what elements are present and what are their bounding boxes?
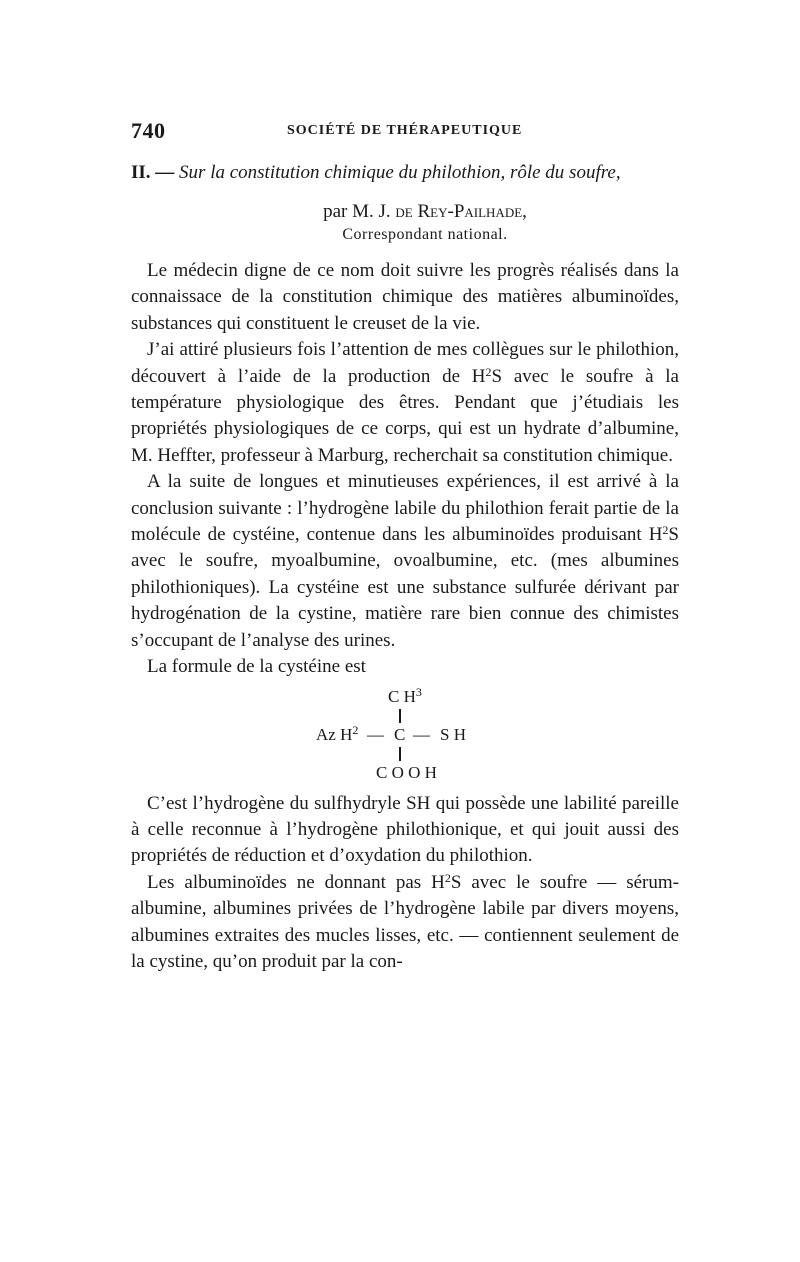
page-number: 740: [131, 118, 166, 143]
running-head: [131, 118, 679, 148]
paragraph-2-text-a: J’ai attiré plusieurs fois l’attention de mes collègues sur le philothion, découvert à l’aide de la production de H: [131, 339, 679, 387]
article-title: [131, 160, 679, 186]
subscript-2: 2: [444, 870, 451, 885]
author-affiliation: Correspondant national.: [342, 226, 508, 243]
paragraph-6-text-a: Les albuminoïdes ne donnant pas H: [147, 871, 445, 893]
cysteine-formula: [131, 681, 679, 791]
subscript-2: 2: [662, 523, 669, 538]
formula-top-group: C $H^3$: [388, 684, 422, 706]
running-title: SOCIÉTÉ DE THÉRAPEUTIQUE: [287, 123, 523, 138]
page: [131, 118, 679, 975]
author-name: de Rey-Pailhade,: [395, 201, 527, 222]
paragraph-2-text-b: S avec le soufre à la température physiologique des êtres. Pendant que j’étudiais les propriétés physiologiques de ce corps, qui est un hydrate d’albumine, M. Heffter, professeur à Marburg, recherchait sa constitution chimique.: [131, 365, 679, 466]
paragraph-6: [131, 870, 679, 976]
formula-bond-bottom: [399, 747, 401, 761]
formula-left-group: Az $H^2$: [316, 722, 359, 744]
paragraph-3-text-b: S avec le soufre, myoalbumine, ovoalbumine, etc. (mes albumines philothioniques). La cystéine est une substance sulfurée dérivant par hydrogénation de la cystine, matière rare bien connue des chimistes s’occupant de l’analyse des urines.: [131, 524, 679, 651]
paragraph-3: [131, 469, 679, 654]
byline: [131, 200, 679, 224]
paragraph-3-text-a: A la suite de longues et minutieuses expériences, il est arrivé à la conclusion suivante : l’hydrogène labile du philothion ferait partie de la molécule de cystéine, contenue dans les albuminoïdes produisant H: [131, 471, 679, 546]
article-title-text: Sur la constitution chimique du philothion, rôle du soufre,: [179, 162, 621, 183]
formula-bond-left: —: [367, 724, 384, 744]
article-number: II. —: [131, 162, 175, 183]
paragraph-1: Le médecin digne de ce nom doit suivre les progrès réalisés dans la connaissace de la constitution chimique des matières albuminoïdes, substances qui constituent le creuset de la vie.: [131, 260, 679, 334]
subscript-2: 2: [485, 364, 492, 379]
formula-bond-top: [399, 709, 401, 723]
formula-right-group: S H: [440, 724, 466, 744]
paragraph-5: C’est l’hydrogène du sulfhydryle SH qui possède une labilité pareille à celle reconnue à l’hydrogène philothionique, et qui jouit aussi des propriétés de réduction et d’oxydation du philothion.: [131, 792, 679, 867]
formula-bond-right: —: [413, 724, 430, 744]
formula-center-atom: C: [394, 724, 406, 744]
paragraph-4: La formule de la cystéine est: [147, 656, 366, 678]
paragraph-2: [131, 337, 679, 469]
paragraph-6-text-b: S avec le soufre — sérum-albumine, albumines privées de l’hydrogène labile par divers moyens, albumines extraites des mucles lisses, etc. — contiennent seulement de la cystine, qu’on produit par la con-: [131, 871, 679, 972]
formula-bottom-group: C O O H: [376, 762, 437, 782]
byline-prefix: par M. J.: [323, 201, 391, 222]
